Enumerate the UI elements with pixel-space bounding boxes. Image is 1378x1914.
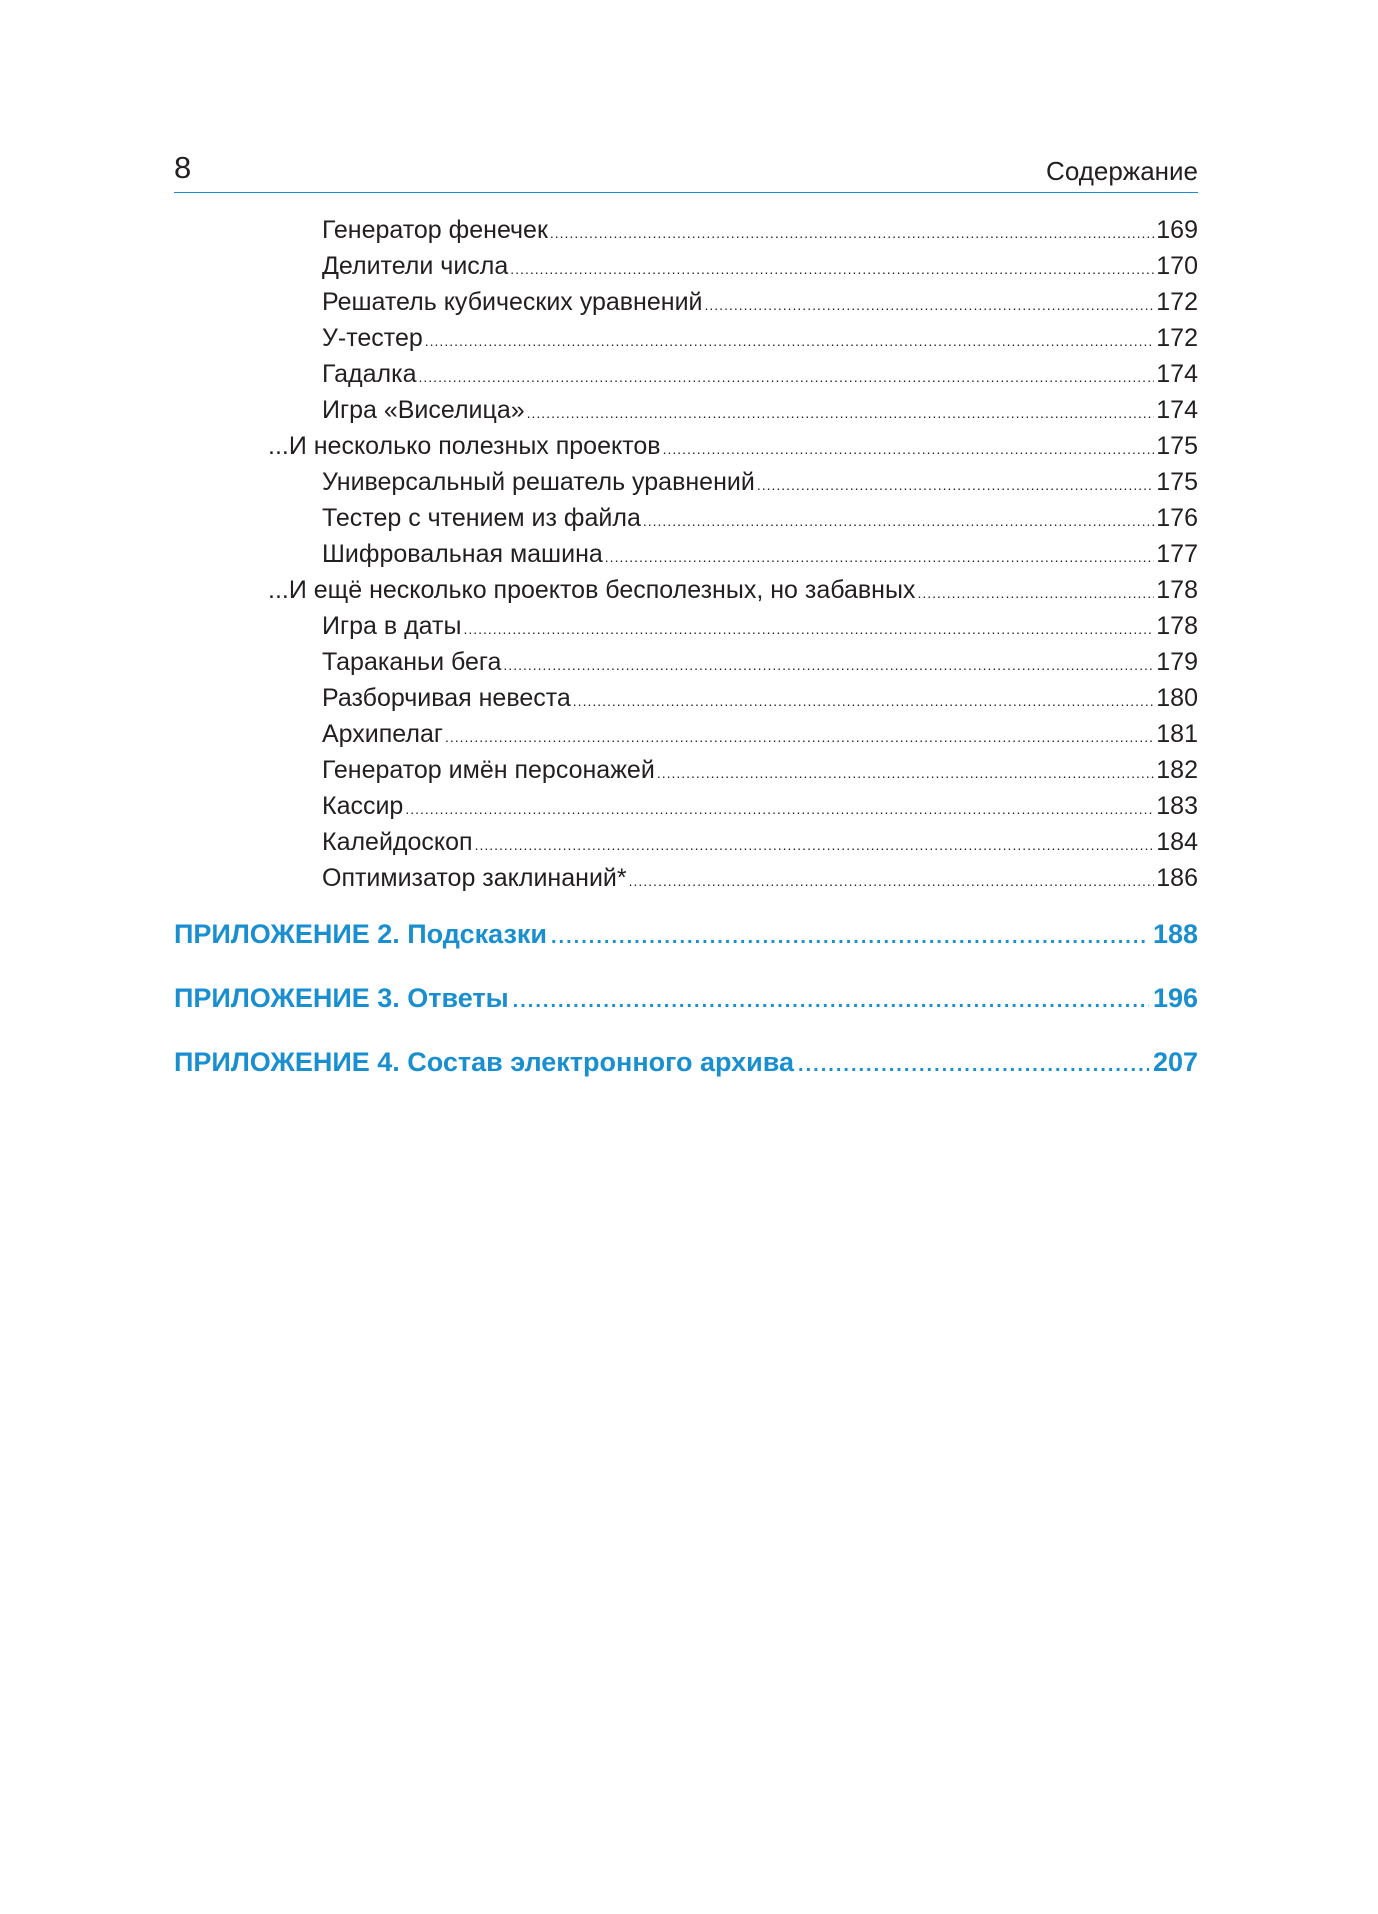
toc-entry-page: 172 <box>1156 288 1198 316</box>
table-of-contents <box>174 212 1198 1094</box>
toc-appendix-title: ПРИЛОЖЕНИЕ 2. Подсказки <box>174 919 547 949</box>
toc-entry-title: Генератор имён персонажей <box>322 756 655 784</box>
toc-entry[interactable] <box>174 860 1198 896</box>
toc-section-title: ...И ещё несколько проектов бесполезных, но забавных <box>268 576 916 604</box>
toc-entry-page: 186 <box>1156 864 1198 892</box>
dot-leader <box>663 431 1155 467</box>
dot-leader <box>419 359 1155 395</box>
toc-section[interactable] <box>174 428 1198 464</box>
toc-entry-page: 170 <box>1156 252 1198 280</box>
dot-leader <box>757 467 1154 503</box>
toc-entry-title: Игра «Виселица» <box>322 396 525 424</box>
toc-entry[interactable] <box>174 356 1198 392</box>
toc-appendix[interactable] <box>174 902 1198 966</box>
toc-entry[interactable] <box>174 212 1198 248</box>
dot-leader <box>705 287 1155 323</box>
toc-entry[interactable] <box>174 716 1198 752</box>
toc-entry-page: 184 <box>1156 828 1198 856</box>
dot-leader <box>917 575 1154 611</box>
toc-entry-title: Калейдоскоп <box>322 828 473 856</box>
toc-entry-title: Гадалка <box>322 360 417 388</box>
dot-leader <box>657 755 1154 791</box>
toc-entry-title: Генератор фенечек <box>322 216 548 244</box>
toc-entry-page: 177 <box>1156 540 1198 568</box>
dot-leader <box>551 905 1149 969</box>
toc-entry-page: 176 <box>1156 504 1198 532</box>
toc-entry[interactable] <box>174 320 1198 356</box>
toc-appendix-title: ПРИЛОЖЕНИЕ 3. Ответы <box>174 983 509 1013</box>
dot-leader <box>513 969 1149 1033</box>
toc-entry-title: Разборчивая невеста <box>322 684 571 712</box>
toc-entry[interactable] <box>174 536 1198 572</box>
toc-entry[interactable] <box>174 500 1198 536</box>
toc-section-title: ...И несколько полезных проектов <box>268 432 661 460</box>
toc-entry[interactable] <box>174 464 1198 500</box>
toc-entry-page: 178 <box>1156 612 1198 640</box>
dot-leader <box>463 611 1154 647</box>
toc-entry-title: Универсальный решатель уравнений <box>322 468 755 496</box>
toc-entry-page: 172 <box>1156 324 1198 352</box>
toc-entry[interactable] <box>174 248 1198 284</box>
toc-entry[interactable] <box>174 644 1198 680</box>
toc-entry-page: 174 <box>1156 396 1198 424</box>
toc-entry-title: У-тестер <box>322 324 423 352</box>
dot-leader <box>643 503 1154 539</box>
toc-entry-page: 182 <box>1156 756 1198 784</box>
toc-entry-title: Оптимизатор заклинаний* <box>322 864 627 892</box>
toc-appendix[interactable] <box>174 1030 1198 1094</box>
toc-entry-title: Делители числа <box>322 252 509 280</box>
toc-entry[interactable] <box>174 680 1198 716</box>
toc-entry-page: 169 <box>1156 216 1198 244</box>
dot-leader <box>425 323 1155 359</box>
toc-entry-title: Решатель кубических уравнений <box>322 288 703 316</box>
toc-entry-title: Архипелаг <box>322 720 443 748</box>
dot-leader <box>475 827 1155 863</box>
toc-appendix-title: ПРИЛОЖЕНИЕ 4. Состав электронного архива <box>174 1047 795 1077</box>
page-number: 8 <box>174 150 192 185</box>
toc-entry-title: Игра в даты <box>322 612 462 640</box>
toc-entry-page: 175 <box>1156 468 1198 496</box>
toc-entry[interactable] <box>174 392 1198 428</box>
dot-leader <box>605 539 1154 575</box>
toc-entry-page: 180 <box>1156 684 1198 712</box>
toc-section-page: 178 <box>1156 576 1198 604</box>
toc-entry[interactable] <box>174 752 1198 788</box>
toc-section[interactable] <box>174 572 1198 608</box>
toc-appendix-page: 188 <box>1152 919 1198 949</box>
dot-leader <box>527 395 1155 431</box>
toc-entry-title: Кассир <box>322 792 404 820</box>
toc-appendix[interactable] <box>174 966 1198 1030</box>
toc-appendix-page: 196 <box>1152 983 1198 1013</box>
toc-entry-page: 183 <box>1156 792 1198 820</box>
toc-entry-page: 179 <box>1156 648 1198 676</box>
toc-entry[interactable] <box>174 608 1198 644</box>
toc-entry-page: 181 <box>1156 720 1198 748</box>
dot-leader <box>573 683 1154 719</box>
toc-entry[interactable] <box>174 284 1198 320</box>
dot-leader <box>445 719 1154 755</box>
toc-entry[interactable] <box>174 824 1198 860</box>
dot-leader <box>405 791 1154 827</box>
toc-section-page: 175 <box>1156 432 1198 460</box>
dot-leader <box>510 251 1154 287</box>
page-header <box>174 150 1198 193</box>
running-title: Содержание <box>1046 156 1198 186</box>
dot-leader <box>629 863 1155 899</box>
toc-entry-title: Тараканьи бега <box>322 648 502 676</box>
toc-entry-title: Тестер с чтением из файла <box>322 504 641 532</box>
toc-entry-page: 174 <box>1156 360 1198 388</box>
toc-appendix-page: 207 <box>1152 1047 1198 1077</box>
dot-leader <box>503 647 1154 683</box>
dot-leader <box>798 1033 1149 1097</box>
toc-entry[interactable] <box>174 788 1198 824</box>
toc-entry-title: Шифровальная машина <box>322 540 603 568</box>
dot-leader <box>550 215 1154 251</box>
